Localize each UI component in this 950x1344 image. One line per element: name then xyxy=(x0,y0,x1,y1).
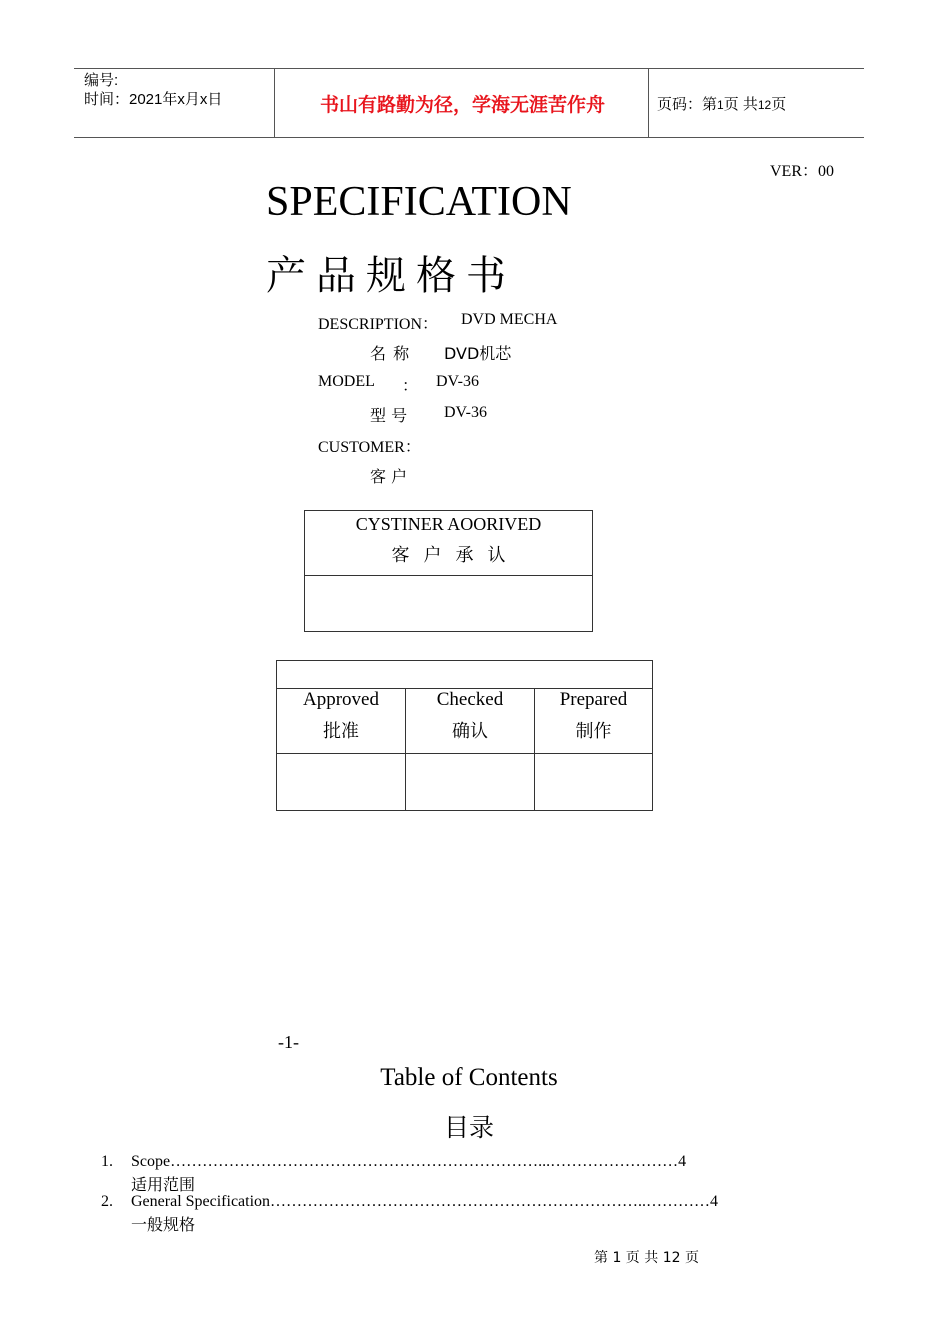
customer-label: CUSTOMER： xyxy=(318,439,421,456)
header-page-info xyxy=(657,93,786,114)
table-column-divider xyxy=(405,689,406,810)
approval-table xyxy=(276,660,653,811)
table-column-divider xyxy=(534,689,535,810)
version-label: VER：00 xyxy=(770,163,835,180)
toc-title-cn: 目录 xyxy=(443,1113,494,1142)
customer-cn-label: 客 户 xyxy=(370,467,408,486)
toc-item-leader: ……………………………………………………………...…………………… xyxy=(170,1153,679,1170)
customer-approval-title-cn: 客户承认 xyxy=(391,545,520,566)
checked-en: Checked xyxy=(436,689,504,710)
model-colon: ： xyxy=(402,378,419,395)
time-label: 时间：2021年x月x日 xyxy=(84,91,223,108)
page-suffix: 页 xyxy=(771,96,787,113)
title-en: SPECIFICATION xyxy=(266,179,572,225)
toc-item-scope xyxy=(131,1153,686,1171)
name-value: DVD机芯 xyxy=(444,344,512,363)
approved-cn: 批准 xyxy=(323,721,359,742)
title-cn: 产品规格书 xyxy=(266,253,516,299)
toc-item-sub: 适用范围 xyxy=(131,1175,196,1194)
customer-approval-header xyxy=(305,511,592,576)
toc-title-en: Table of Contents xyxy=(380,1064,558,1091)
table-rule xyxy=(277,753,652,754)
approval-table-top-row xyxy=(277,661,652,689)
description-value: DVD MECHA xyxy=(461,311,558,328)
customer-approval-box xyxy=(304,510,593,632)
customer-approval-title-en: CYSTINER AOORIVED xyxy=(355,514,542,534)
approved-en: Approved xyxy=(303,689,379,710)
page-number: -1- xyxy=(278,1032,299,1052)
name-label: 名 称 xyxy=(370,344,410,363)
toc-item-sub: 一般规格 xyxy=(131,1215,196,1234)
document-header xyxy=(74,68,864,138)
page-footer: 第 1 页 共 12 页 xyxy=(594,1250,699,1266)
toc-item-page: 4 xyxy=(678,1153,687,1170)
page-total: 12 xyxy=(757,98,772,112)
number-label: 编号: xyxy=(84,72,119,89)
toc-item-num: 1. xyxy=(101,1153,113,1170)
prepared-en: Prepared xyxy=(559,689,628,710)
model-value: DV-36 xyxy=(436,373,479,390)
toc-item-page: 4 xyxy=(710,1193,719,1210)
toc-item-label: General Specification xyxy=(131,1193,271,1210)
prepared-cn: 制作 xyxy=(575,721,612,742)
checked-column xyxy=(406,689,534,753)
toc-item-label: Scope xyxy=(131,1153,171,1170)
toc-item-num: 2. xyxy=(101,1193,113,1210)
header-divider xyxy=(274,69,275,137)
description-label: DESCRIPTION： xyxy=(318,316,439,333)
type-value: DV-36 xyxy=(444,404,487,421)
page-prefix: 页码：第 xyxy=(657,96,718,113)
header-meta xyxy=(84,71,222,109)
prepared-column xyxy=(535,689,652,753)
checked-cn: 确认 xyxy=(452,721,488,742)
model-label: MODEL xyxy=(318,373,375,390)
header-motto: 书山有路勤为径，学海无涯苦作舟 xyxy=(319,93,605,116)
page-num: 1 xyxy=(717,98,724,112)
toc-item-leader: ……………………………………………………………..………… xyxy=(270,1193,711,1210)
type-label: 型 号 xyxy=(370,406,408,425)
approved-column xyxy=(277,689,405,753)
page-mid: 页 共 xyxy=(723,96,758,113)
toc-item-general-specification xyxy=(131,1193,718,1211)
